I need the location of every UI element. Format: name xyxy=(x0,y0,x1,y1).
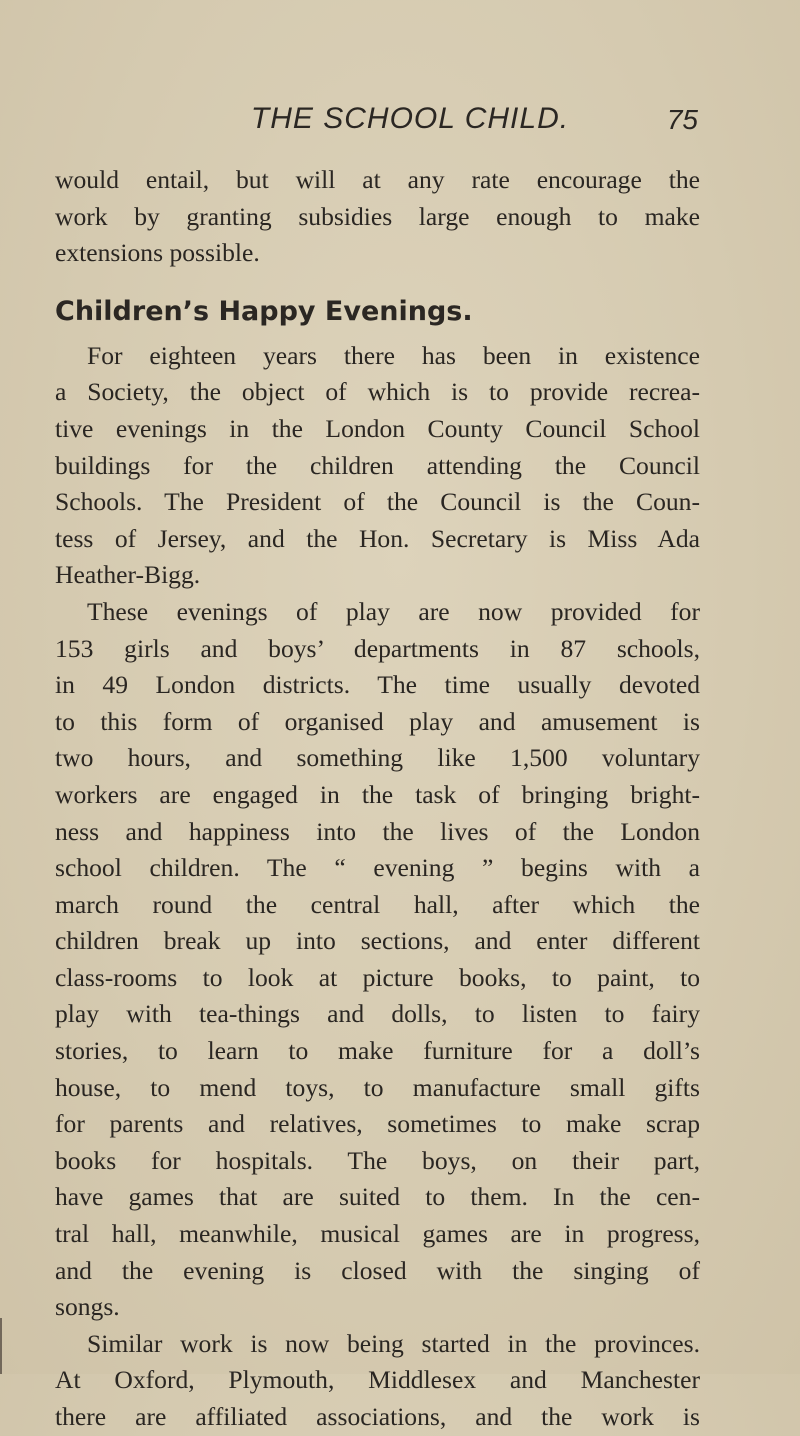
text-line: for parents and relatives, sometimes to make scrap xyxy=(55,1109,700,1139)
section-heading: Children’s Happy Evenings. xyxy=(55,295,473,327)
text-line: extensions possible. xyxy=(55,238,260,268)
text-line: in 49 London districts. The time usually devoted xyxy=(55,670,700,700)
body-text xyxy=(55,162,700,1436)
page-edge-mark xyxy=(0,1318,2,1374)
text-line: Similar work is now being started in the provinces. xyxy=(87,1328,700,1358)
page-number: 75 xyxy=(666,104,698,135)
text-line: tive evenings in the London County Council School xyxy=(55,413,700,443)
text-line: Heather-Bigg. xyxy=(55,560,201,590)
text-line: school children. The “ evening ” begins with a xyxy=(55,853,700,883)
text-line: class-rooms to look at picture books, to paint, to xyxy=(55,962,700,992)
text-line: workers are engaged in the task of bringing bright- xyxy=(55,779,700,809)
text-line: play with tea-things and dolls, to listen to fairy xyxy=(55,999,700,1029)
text-line: books for hospitals. The boys, on their part, xyxy=(55,1145,700,1175)
text-line: house, to mend toys, to manufacture small gifts xyxy=(55,1072,700,1102)
text-line: songs. xyxy=(55,1292,120,1322)
text-line: tral hall, meanwhile, musical games are in progress, xyxy=(55,1219,700,1249)
text-line: At Oxford, Plymouth, Middlesex and Manchester xyxy=(55,1365,700,1395)
text-line: buildings for the children attending the Council xyxy=(55,450,700,480)
text-line: stories, to learn to make furniture for a doll’s xyxy=(55,1036,700,1066)
text-line: two hours, and something like 1,500 voluntary xyxy=(55,743,700,773)
running-title: THE SCHOOL CHILD. xyxy=(250,102,570,135)
text-line: have games that are suited to them. In the cen- xyxy=(55,1182,700,1212)
text-line: tess of Jersey, and the Hon. Secretary is Miss Ada xyxy=(55,523,700,553)
text-line: 153 girls and boys’ departments in 87 schools, xyxy=(55,633,700,663)
text-line: march round the central hall, after which the xyxy=(55,889,700,919)
text-line: there are affiliated associations, and the work is xyxy=(55,1402,700,1431)
text-line: These evenings of play are now provided for xyxy=(87,596,700,626)
running-head xyxy=(60,102,760,146)
text-line: and the evening is closed with the singing of xyxy=(55,1255,700,1285)
text-line: For eighteen years there has been in existence xyxy=(87,340,700,370)
text-line: children break up into sections, and enter different xyxy=(55,926,700,956)
text-line: Schools. The President of the Council is the Coun- xyxy=(55,487,700,517)
text-line: work by granting subsidies large enough to make xyxy=(55,201,700,231)
text-line: would entail, but will at any rate encourage the xyxy=(55,165,700,194)
text-line: a Society, the object of which is to provide recrea- xyxy=(55,377,700,407)
text-line: to this form of organised play and amusement is xyxy=(55,706,700,736)
text-line: ness and happiness into the lives of the London xyxy=(55,816,700,846)
